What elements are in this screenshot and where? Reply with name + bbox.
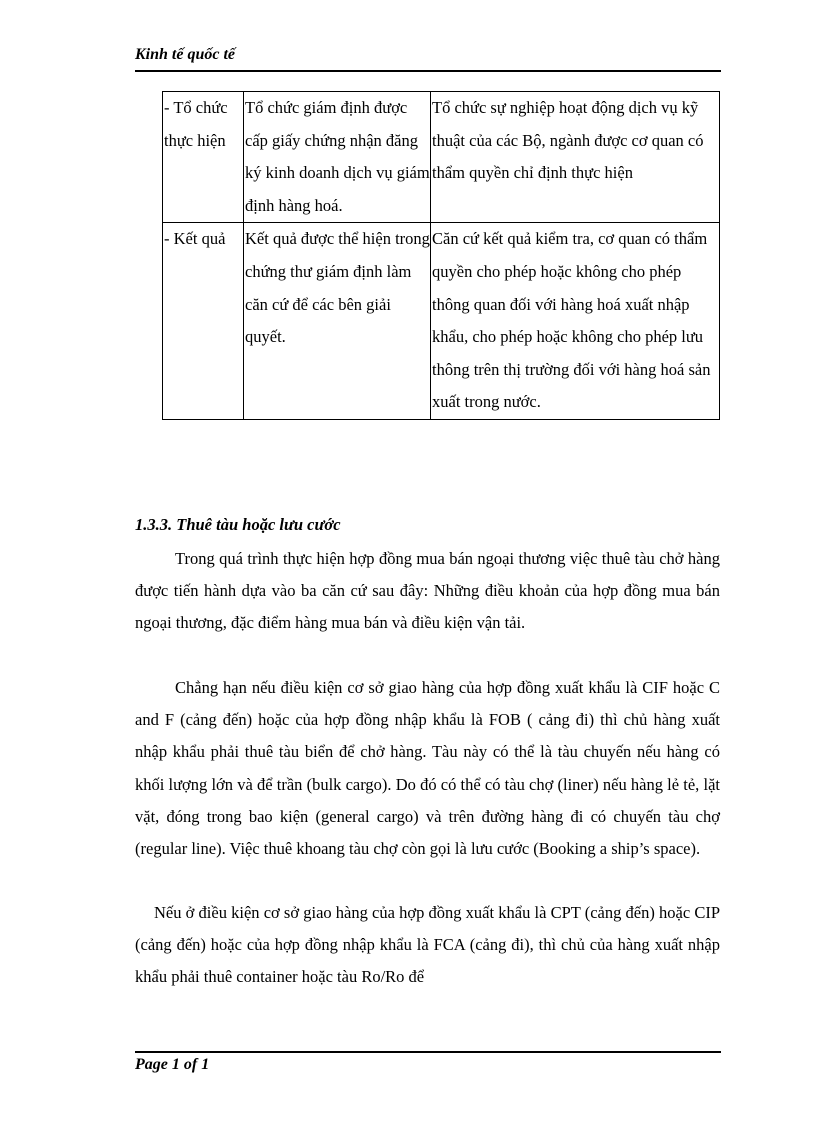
table-cell: Tổ chức sự nghiệp hoạt động dịch vụ kỹ thuật của các Bộ, ngành được cơ quan có thẩm quyền chỉ định thực hiện <box>431 92 720 223</box>
body-paragraph: Trong quá trình thực hiện hợp đồng mua bán ngoại thương việc thuê tàu chở hàng được tiến hành dựa vào ba căn cứ sau đây: Những điều khoản của hợp đồng mua bán ngoại thương, đặc điểm hàng mua bán và điều kiện vận tải. <box>135 549 720 633</box>
row-label-cell: - Tổ chức thực hiện <box>163 92 244 223</box>
body-paragraph: Nếu ở điều kiện cơ sở giao hàng của hợp đồng xuất khẩu là CPT (cảng đến) hoặc CIP (cảng đến) hoặc của hợp đồng nhập khẩu là FCA (cảng đi), thì chủ của hàng xuất nhập khẩu phải thuê container hoặc tàu Ro/Ro để <box>135 903 720 987</box>
comparison-table <box>162 91 720 420</box>
table-row <box>163 223 720 420</box>
footer-divider <box>135 1051 721 1053</box>
page-footer-number: Page 1 of 1 <box>135 1056 210 1073</box>
page-header-title: Kinh tế quốc tế <box>135 46 236 63</box>
header-divider <box>135 70 721 72</box>
row-label-cell: - Kết quả <box>163 223 244 420</box>
table-cell: Căn cứ kết quả kiểm tra, cơ quan có thẩm quyền cho phép hoặc không cho phép thông quan đối với hàng hoá xuất nhập khẩu, cho phép hoặc không cho phép lưu thông trên thị trường đối với hàng hoá sản xuất trong nước. <box>431 223 720 420</box>
section-heading: 1.3.3. Thuê tàu hoặc lưu cước <box>135 515 341 534</box>
table-cell: Tổ chức giám định được cấp giấy chứng nhận đăng ký kinh doanh dịch vụ giám định hàng hoá. <box>244 92 431 223</box>
body-paragraph: Chẳng hạn nếu điều kiện cơ sở giao hàng của hợp đồng xuất khẩu là CIF hoặc C and F (cảng đến) hoặc của hợp đồng nhập khẩu là FOB ( cảng đi) thì chủ hàng xuất nhập khẩu phải thuê tàu biển để chở hàng. Tàu này có thể là tàu chuyến nếu hàng có khối lượng lớn và để trần (bulk cargo). Do đó có thể có tàu chợ (liner) nếu hàng lẻ tẻ, lặt vặt, đóng trong bao kiện (general cargo) và trên đường hàng đi có chuyến tàu chợ (regular line). Việc thuê khoang tàu chợ còn gọi là lưu cước (Booking a ship’s space). <box>135 678 720 859</box>
table-cell: Kết quả được thể hiện trong chứng thư giám định làm căn cứ để các bên giải quyết. <box>244 223 431 420</box>
table-row <box>163 92 720 223</box>
